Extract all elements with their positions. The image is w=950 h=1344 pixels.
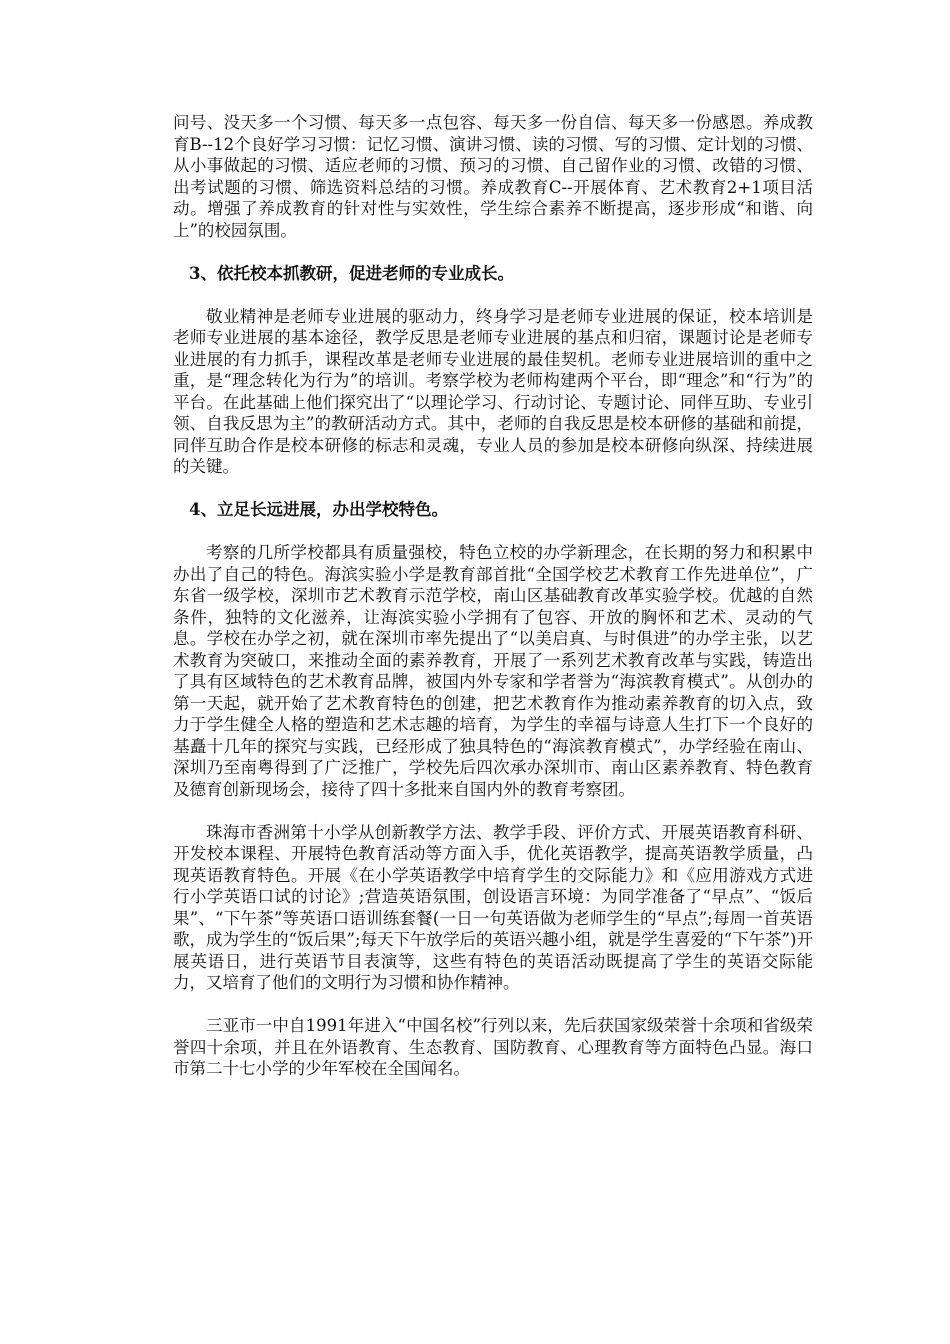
paragraph-haibin-school: 考察的几所学校都具有质量强校，特色立校的办学新理念，在长期的努力和积累中办出了自己的特色。海滨实验小学是教育部首批“全国学校艺术教育工作先进单位”，广东省一级学校，深圳市艺术教育示范学校，南山区基础教育改革实验学校。优越的自然条件，独特的文化滋养，让海滨实验小学拥有了包容、开放的胸怀和艺术、灵动的气息。学校在办学之初，就在深圳市率先提出了“以美启真、与时俱进”的办学主张，以艺术教育为突破口，来推动全面的素养教育，开展了一系列艺术教育改革与实践，铸造出了具有区域特色的艺术教育品牌，被国内外专家和学者誉为“海滨教育模式”。从创办的第一天起，就开始了艺术教育特色的创建，把艺术教育作为推动素养教育的切入点，致力于学生健全人格的塑造和艺术志趣的培育，为学生的幸福与诗意人生打下一个良好的基矗十几年的探究与实践，已经形成了独具特色的“海滨教育模式”，办学经验在南山、深圳乃至南粤得到了广泛推广，学校先后四次承办深圳市、南山区素养教育、特色教育及德育创新现场会，接待了四十多批来自国内外的教育考察团。 xyxy=(173,543,813,799)
section-heading-4: 4、立足长远进展，办出学校特色。 xyxy=(189,500,448,519)
document-body xyxy=(173,112,813,1080)
section-heading-3: 3、依托校本抓教研，促进老师的专业成长。 xyxy=(189,263,514,283)
paragraph-habit-education: 问号、没天多一个习惯、每天多一点包容、每天多一份自信、每天多一份感恩。养成教育B--12个良好学习习惯：记忆习惯、演讲习惯、读的习惯、写的习惯、定计划的习惯、从小事做起的习惯、适应老师的习惯、预习的习惯、自己留作业的习惯、改错的习惯、出考试题的习惯、筛选资料总结的习惯。养成教育C--开展体育、艺术教育2+1项目活动。增强了养成教育的针对性与实效性，学生综合素养不断提高，逐步形成“和谐、向上”的校园氛围。 xyxy=(173,113,813,240)
paragraph-teacher-development: 敬业精神是老师专业进展的驱动力，终身学习是老师专业进展的保证，校本培训是老师专业进展的基本途径，教学反思是老师专业进展的基点和归宿，课题讨论是老师专业进展的有力抓手，课程改革是老师专业进展的最佳契机。老师专业进展培训的重中之重，是“理念转化为行为”的培训。考察学校为老师构建两个平台，即“理念”和“行为”的平台。在此基础上他们探究出了“以理论学习、行动讨论、专题讨论、同伴互助、专业引领、自我反思为主”的教研活动方式。其中，老师的自我反思是校本研修的基础和前提，同伴互助合作是校本研修的标志和灵魂，专业人员的参加是校本研修向纵深、持续进展的关键。 xyxy=(173,306,813,476)
paragraph-sanya-school: 三亚市一中自1991年进入“中国名校”行列以来，先后获国家级荣誉十余项和省级荣誉四十余项，并且在外语教育、生态教育、国防教育、心理教育等方面特色凸显。海口市第二十七小学的少年军校在全国闻名。 xyxy=(173,1016,813,1078)
paragraph-zhuhai-school: 珠海市香洲第十小学从创新教学方法、教学手段、评价方式、开展英语教育科研、开发校本课程、开展特色教育活动等方面入手，优化英语教学，提高英语教学质量，凸现英语教育特色。开展《在小学英语教学中培育学生的交际能力》和《应用游戏方式进行小学英语口试的讨论》;营造英语氛围，创设语言环境：为同学准备了“早点”、“饭后果”、“下午茶”等英语口语训练套餐(一日一句英语做为老师学生的“早点”;每周一首英语歌，成为学生的“饭后果”;每天下午放学后的英语兴趣小组，就是学生喜爱的“下午茶”)开展英语日，进行英语节目表演等，这些有特色的英语活动既提高了学生的英语交际能力，又培育了他们的文明行为习惯和协作精神。 xyxy=(173,822,813,992)
